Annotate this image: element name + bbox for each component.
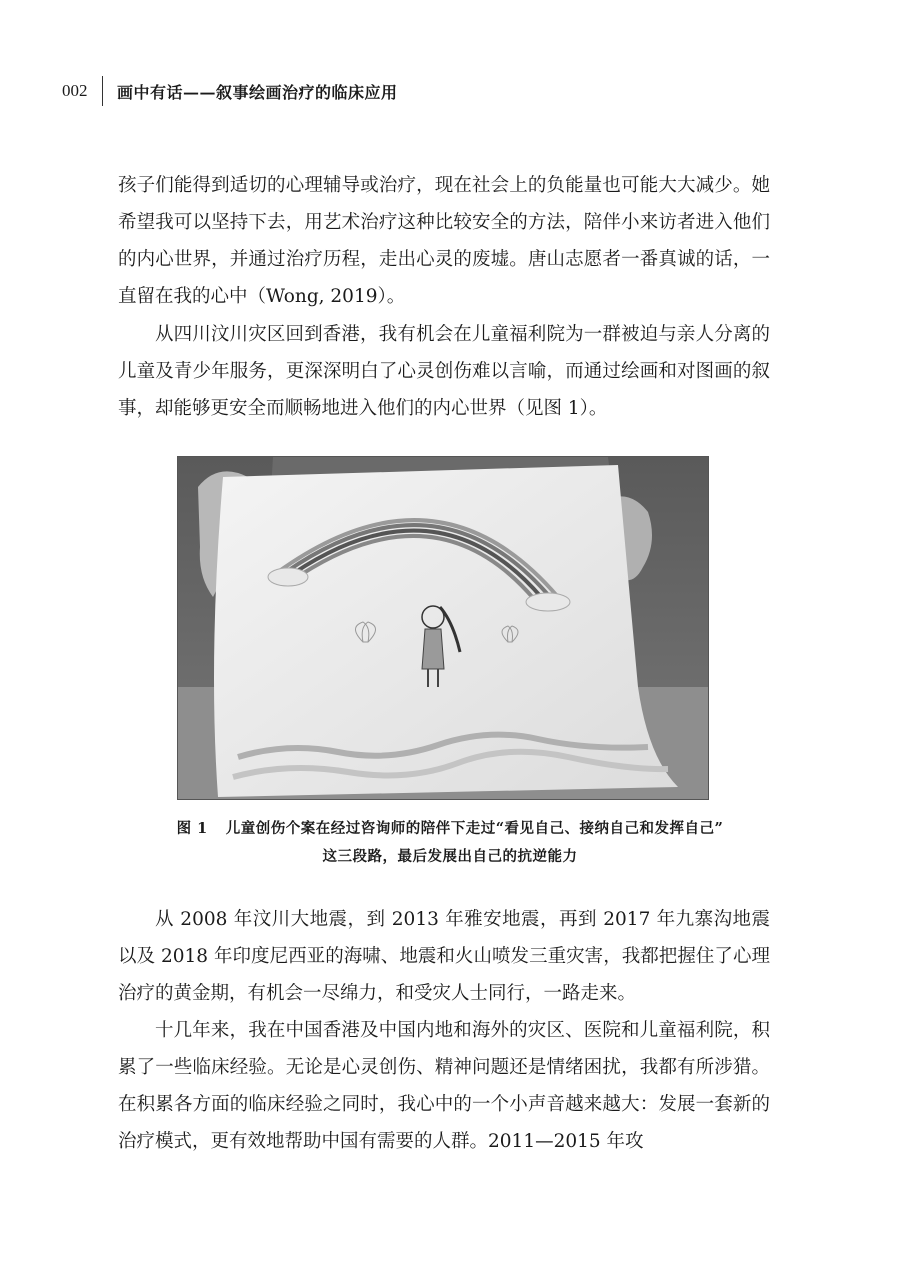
page-number: 002 xyxy=(62,81,88,100)
paragraph-2: 从四川汶川灾区回到香港，我有机会在儿童福利院为一群被迫与亲人分离的儿童及青少年服务，更深深明白了心灵创伤难以言喻，而通过绘画和对图画的叙事，却能够更安全而顺畅地进入他们的内心世界（见图 1）。 xyxy=(118,324,770,419)
paragraph-4: 十几年来，我在中国香港及中国内地和海外的灾区、医院和儿童福利院，积累了一些临床经验。无论是心灵创伤、精神问题还是情绪困扰，我都有所涉猎。在积累各方面的临床经验之同时，我心中的一个小声音越来越大：发展一套新的治疗模式，更有效地帮助中国有需要的人群。2011—2015 年攻 xyxy=(118,1020,770,1152)
header-divider xyxy=(102,76,104,106)
figure-caption-line-2: 这三段路，最后发展出自己的抗逆能力 xyxy=(322,848,578,865)
figure-caption-line-1 xyxy=(110,817,790,838)
figure-photo xyxy=(177,456,709,800)
figure-caption-text: 儿童创伤个案在经过咨询师的陪伴下走过“看见自己、接纳自己和发挥自己” xyxy=(225,820,724,837)
running-title: 画中有话——叙事绘画治疗的临床应用 xyxy=(117,82,398,102)
figure-label: 图 1 xyxy=(176,820,208,837)
paragraph-3: 从 2008 年汶川大地震，到 2013 年雅安地震，再到 2017 年九寨沟地震以及 2018 年印度尼西亚的海啸、地震和火山喷发三重灾害，我都把握住了心理治疗的黄金期，有机会一尽绵力，和受灾人士同行，一路走来。 xyxy=(118,909,770,1004)
running-header xyxy=(62,76,398,106)
paragraph-1: 孩子们能得到适切的心理辅导或治疗，现在社会上的负能量也可能大大减少。她希望我可以坚持下去，用艺术治疗这种比较安全的方法，陪伴小来访者进入他们的内心世界，并通过治疗历程，走出心灵的废墟。唐山志愿者一番真诚的话，一直留在我的心中（Wong, 2019）。 xyxy=(118,175,770,307)
child-drawing-photo xyxy=(178,457,708,799)
